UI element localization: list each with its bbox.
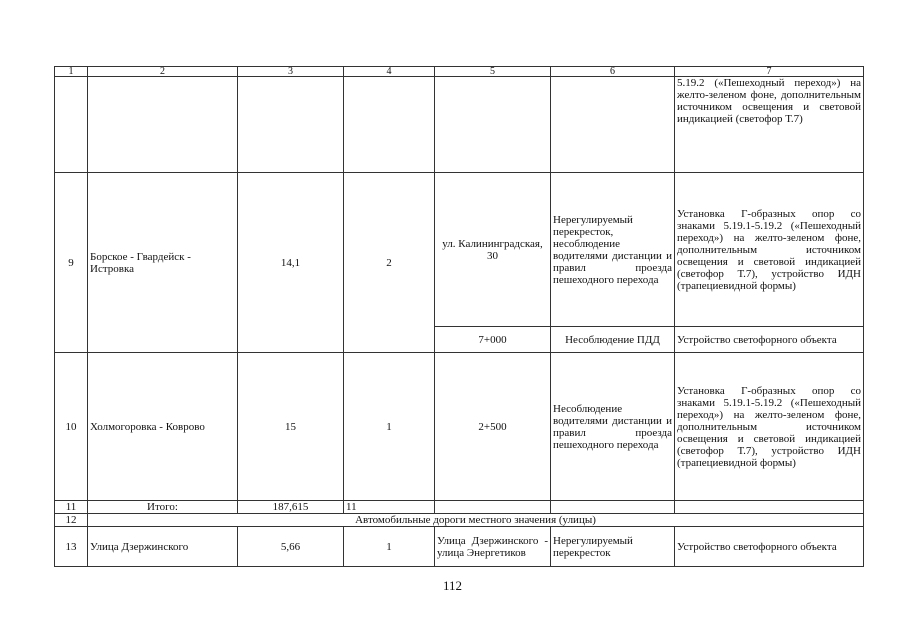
measure-cell: 5.19.2 («Пешеходный переход») на желто-зеленом фоне, дополнительным источником освещения и световой индикацией (светофор Т.7) <box>675 77 864 173</box>
header-row <box>55 67 864 77</box>
road-name: Улица Дзержинского <box>88 527 238 567</box>
row-number: 10 <box>55 353 88 501</box>
header-cell: 1 <box>55 67 88 77</box>
reason-cell: Нерегулируемый перекресток, несоблюдение водителями дистанции и правил проезда пешеходного перехода <box>551 173 675 327</box>
section-row <box>55 514 864 527</box>
measure-cell: Устройство светофорного объекта <box>675 327 864 353</box>
header-cell: 5 <box>435 67 551 77</box>
location-cell: 2+500 <box>435 353 551 501</box>
location-cell: Улица Дзержинского - улица Энергетиков <box>435 527 551 567</box>
header-cell: 2 <box>88 67 238 77</box>
table-row <box>55 527 864 567</box>
total-label: Итого: <box>88 501 238 514</box>
total-count: 11 <box>344 501 435 514</box>
row-number: 13 <box>55 527 88 567</box>
table-row <box>55 77 864 173</box>
row-number: 12 <box>55 514 88 527</box>
reason-cell: Несоблюдение ПДД <box>551 327 675 353</box>
site-count: 1 <box>344 527 435 567</box>
road-name: Холмогоровка - Коврово <box>88 353 238 501</box>
section-title: Автомобильные дороги местного значения (улицы) <box>88 514 864 527</box>
road-length: 5,66 <box>238 527 344 567</box>
total-row <box>55 501 864 514</box>
header-cell: 7 <box>675 67 864 77</box>
road-length: 15 <box>238 353 344 501</box>
header-cell: 6 <box>551 67 675 77</box>
header-cell: 3 <box>238 67 344 77</box>
road-safety-table <box>54 66 864 567</box>
row-number: 9 <box>55 173 88 353</box>
measure-cell: Устройство светофорного объекта <box>675 527 864 567</box>
location-cell: 7+000 <box>435 327 551 353</box>
page-number: 112 <box>442 578 463 593</box>
row-number: 11 <box>55 501 88 514</box>
header-cell: 4 <box>344 67 435 77</box>
measure-cell: Установка Г-образных опор со знаками 5.19.1-5.19.2 («Пешеходный переход») на желто-зеленом фоне, дополнительным источником освещения и световой индикацией (светофор Т.7), устройство ИДН (трапециевидной формы) <box>675 173 864 327</box>
site-count: 2 <box>344 173 435 353</box>
table-row <box>55 353 864 501</box>
site-count: 1 <box>344 353 435 501</box>
reason-cell: Несоблюдение водителями дистанции и правил проезда пешеходного перехода <box>551 353 675 501</box>
table-row <box>55 173 864 327</box>
total-length: 187,615 <box>238 501 344 514</box>
road-length: 14,1 <box>238 173 344 353</box>
measure-cell: Установка Г-образных опор со знаками 5.19.1-5.19.2 («Пешеходный переход») на желто-зеленом фоне, дополнительным источником освещения и световой индикацией (светофор Т.7), устройство ИДН (трапециевидной формы) <box>675 353 864 501</box>
reason-cell: Нерегулируемый перекресток <box>551 527 675 567</box>
location-cell: ул. Калининградская, 30 <box>435 173 551 327</box>
road-name: Борское - Гвардейск - Истровка <box>88 173 238 353</box>
